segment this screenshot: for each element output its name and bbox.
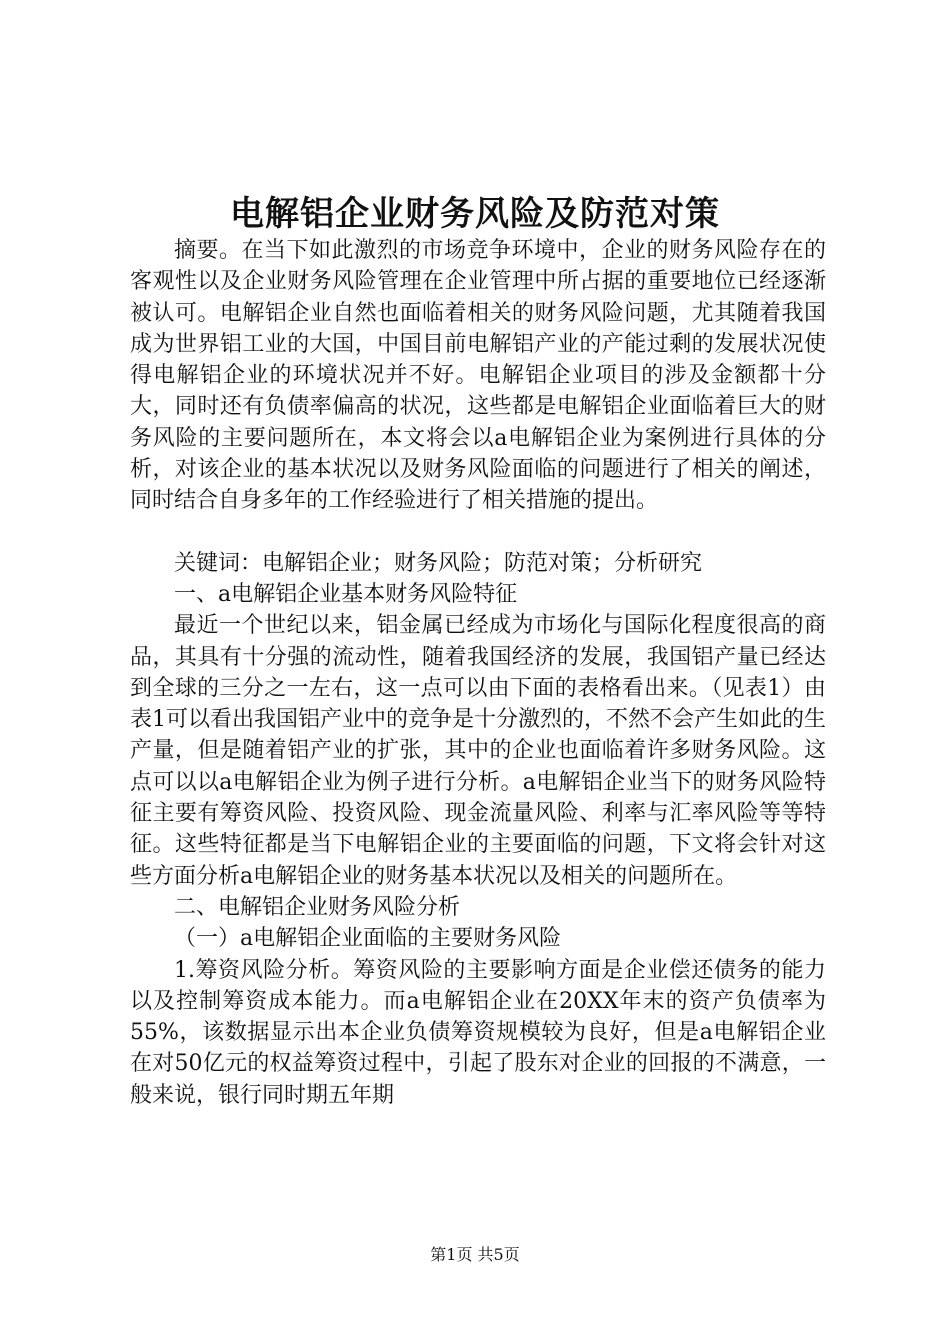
document-title: 电解铝企业财务风险及防范对策 bbox=[230, 194, 720, 234]
section-2-subheading: （一）a电解铝企业面临的主要财务风险 bbox=[174, 926, 562, 952]
section-1-heading: 一、a电解铝企业基本财务风险特征 bbox=[174, 581, 518, 607]
abstract-paragraph: 摘要。在当下如此激烈的市场竞争环境中，企业的财务风险存在的客观性以及企业财务风险管理在企业管理中所占据的重要地位已经逐渐被认可。电解铝企业自然也面临着相关的财务风险问题，尤其随着我国成为世界铝工业的大国，中国目前电解铝产业的产能过剩的发展状况使得电解铝企业的环境状况并不好。电解铝企业项目的涉及金额都十分大，同时还有负债率偏高的状况，这些都是电解铝企业面临着巨大的财务风险的主要问题所在，本文将会以a电解铝企业为案例进行具体的分析，对该企业的基本状况以及财务风险面临的问题进行了相关的阐述，同时结合自身多年的工作经验进行了相关措施的提出。 bbox=[130, 238, 826, 514]
keywords-line: 关键词：电解铝企业；财务风险；防范对策；分析研究 bbox=[174, 550, 703, 576]
document-body bbox=[130, 235, 826, 1111]
section-1-paragraph: 最近一个世纪以来，铝金属已经成为市场化与国际化程度很高的商品，其具有十分强的流动性，随着我国经济的发展，我国铝产量已经达到全球的三分之一左右，这一点可以由下面的表格看出来。（见表1）由表1可以看出我国铝产业中的竞争是十分激烈的，不然不会产生如此的生产量，但是随着铝产业的扩张，其中的企业也面临着许多财务风险。这点可以以a电解铝企业为例子进行分析。a电解铝企业当下的财务风险特征主要有筹资风险、投资风险、现金流量风险、利率与汇率风险等等特征。这些特征都是当下电解铝企业的主要面临的问题，下文将会针对这些方面分析a电解铝企业的财务基本状况以及相关的问题所在。 bbox=[130, 613, 826, 889]
section-2-heading: 二、电解铝企业财务风险分析 bbox=[174, 894, 461, 920]
page-footer: 第1页 共5页 bbox=[430, 1245, 520, 1264]
section-2-paragraph: 1.筹资风险分析。筹资风险的主要影响方面是企业偿还债务的能力以及控制筹资成本能力。而a电解铝企业在20XX年末的资产负债率为55%，该数据显示出本企业负债筹资规模较为良好，但是a电解铝企业在对50亿元的权益筹资过程中，引起了股东对企业的回报的不满意，一般来说，银行同时期五年期 bbox=[130, 957, 826, 1108]
